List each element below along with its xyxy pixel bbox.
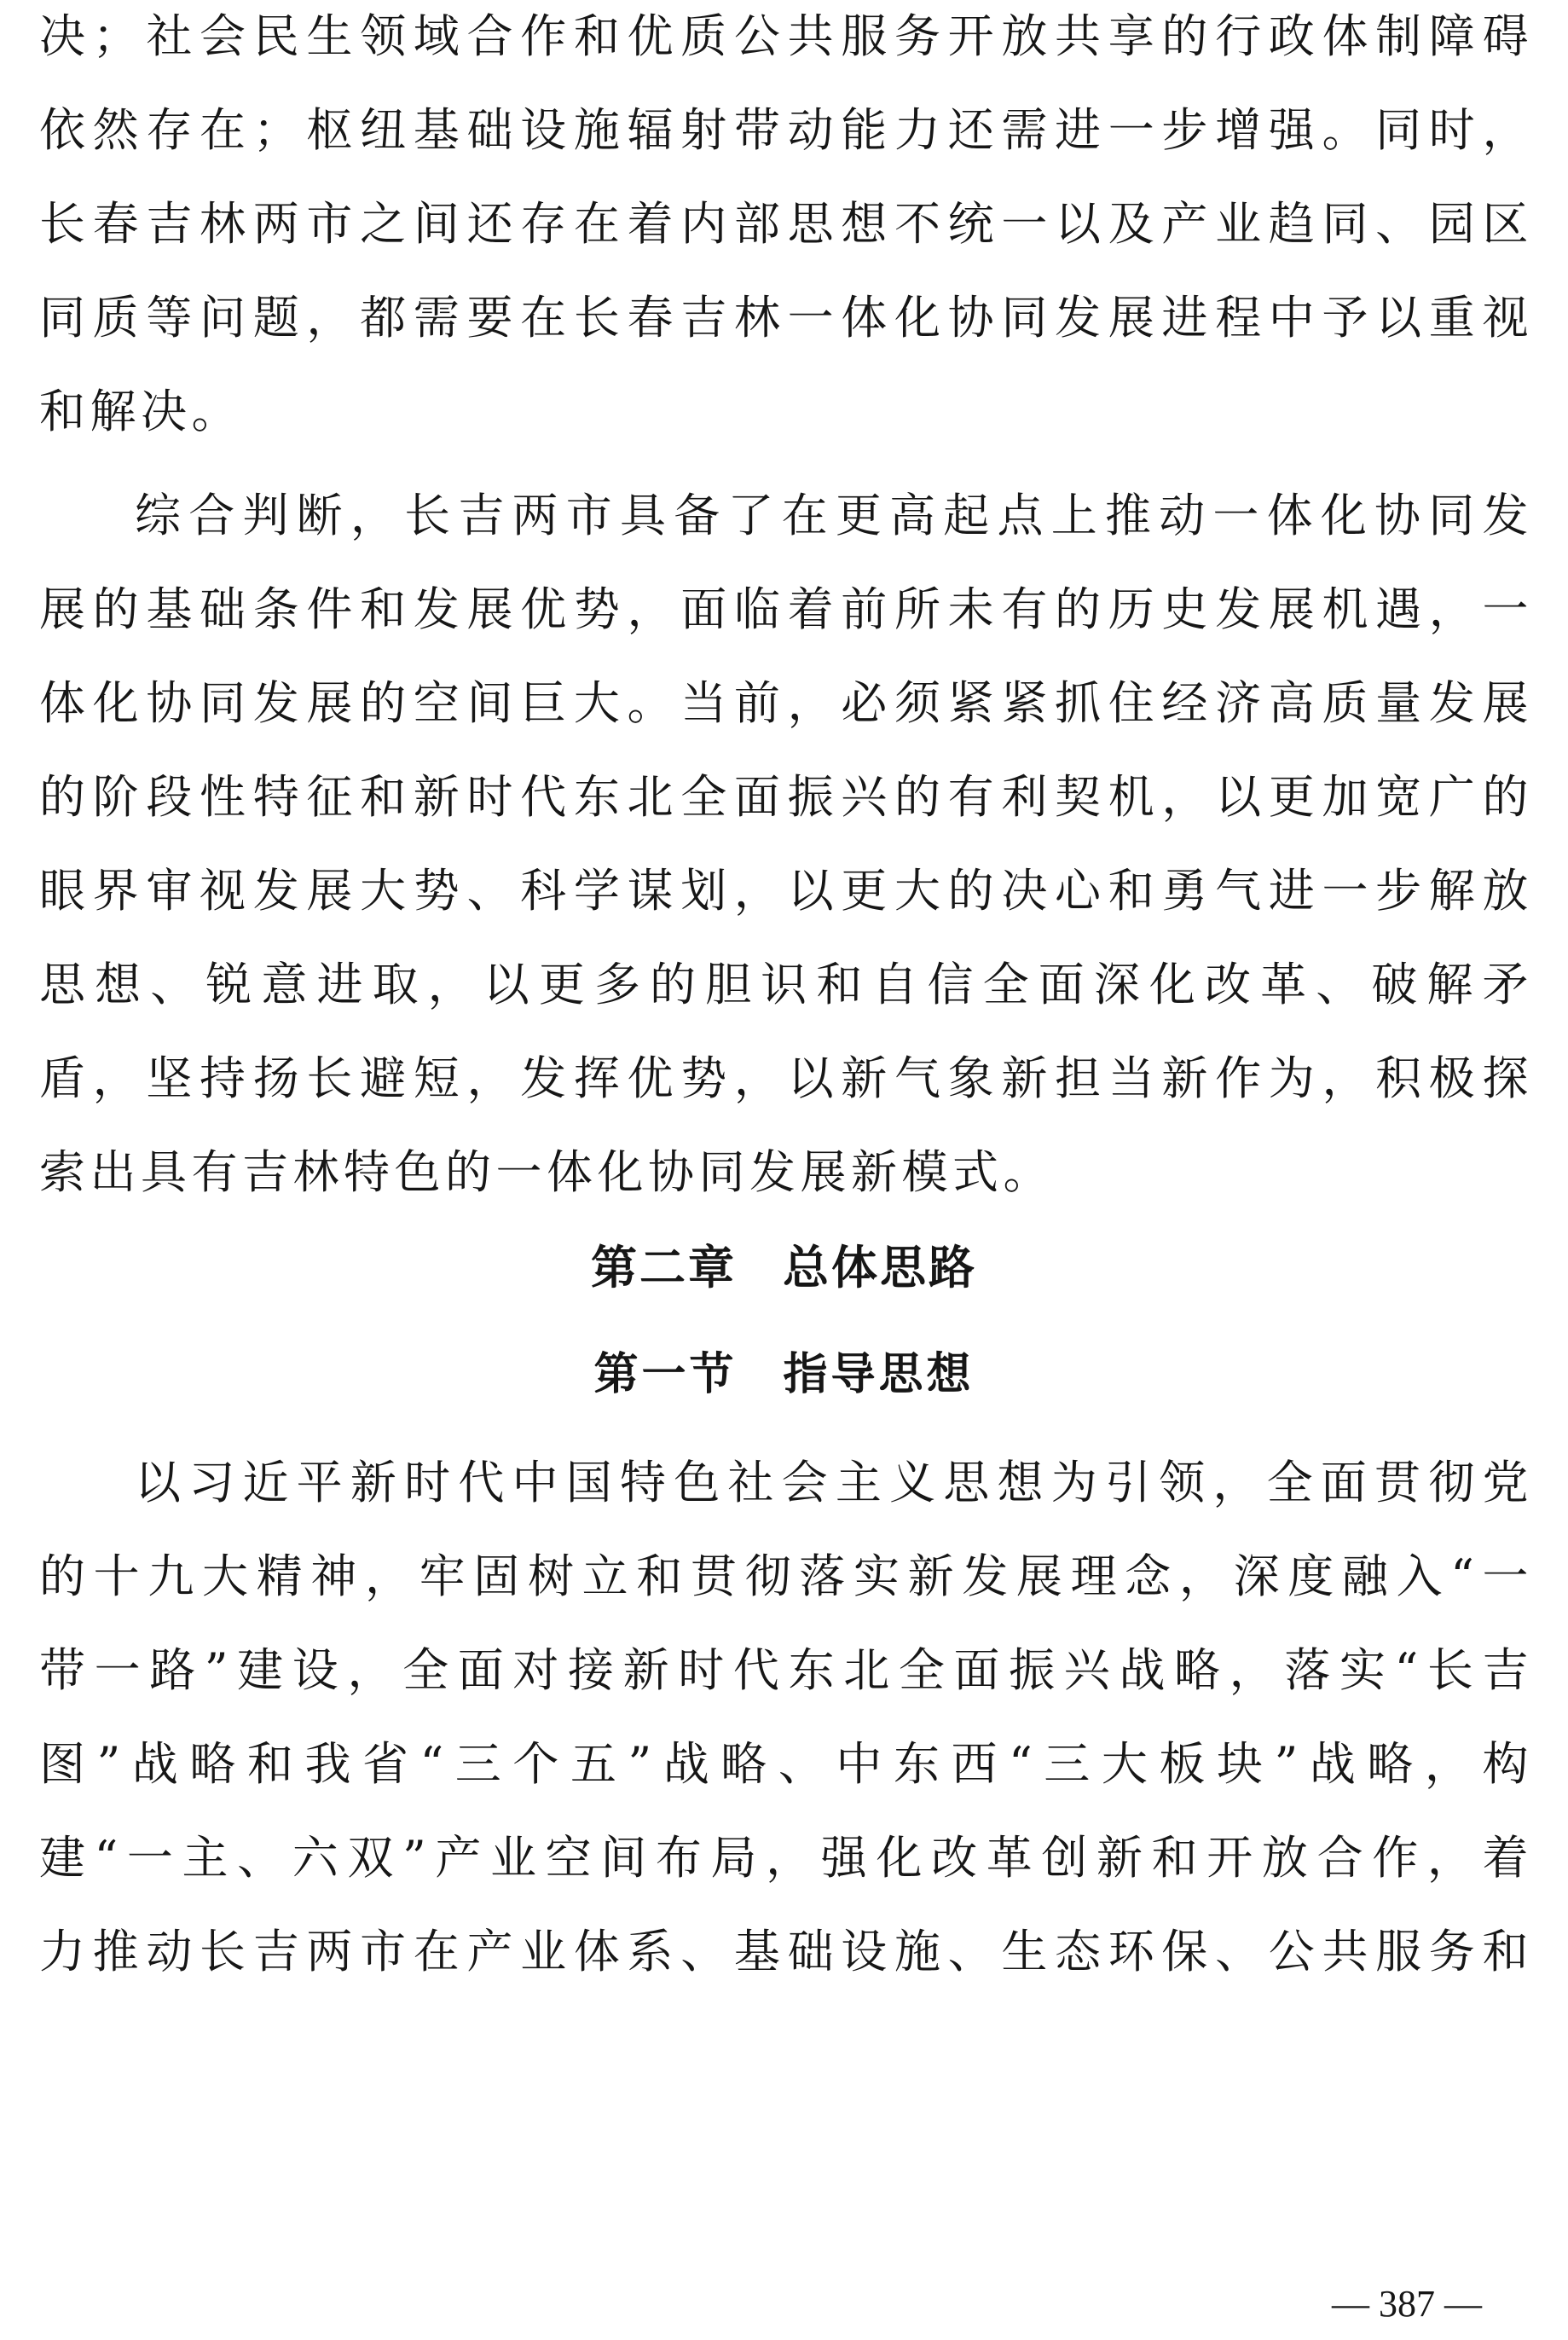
paragraph-2-line-7: 盾，坚持扬长避短，发挥优势，以新气象新担当新作为，积极探	[39, 1051, 1533, 1105]
paragraph-1-line-4: 同质等问题，都需要在长春吉林一体化协同发展进程中予以重视	[39, 291, 1533, 345]
paragraph-1-line-1: 决；社会民生领域合作和优质公共服务开放共享的行政体制障碍	[39, 9, 1533, 63]
paragraph-2-line-5: 眼界审视发展大势、科学谋划，以更大的决心和勇气进一步解放	[39, 864, 1533, 918]
paragraph-1-line-3: 长春吉林两市之间还存在着内部思想不统一以及产业趋同、园区	[39, 197, 1533, 251]
paragraph-1-line-5: 和解决。	[39, 385, 242, 438]
paragraph-3-line-5: 建“一主、六双”产业空间布局，强化改革创新和开放合作，着	[39, 1831, 1533, 1885]
paragraph-2-line-2: 展的基础条件和发展优势，面临着前所未有的历史发展机遇，一	[39, 582, 1533, 636]
paragraph-3-line-3: 带一路”建设，全面对接新时代东北全面振兴战略，落实“长吉	[39, 1643, 1533, 1697]
section-number: 第一节	[593, 1348, 738, 1400]
paragraph-1-line-2: 依然存在；枢纽基础设施辐射带动能力还需进一步增强。同时，	[39, 103, 1533, 157]
paragraph-2-line-6: 思想、锐意进取，以更多的胆识和自信全面深化改革、破解矛	[39, 958, 1533, 1011]
section-title: 指导思想	[783, 1348, 975, 1400]
paragraph-2-line-8: 索出具有吉林特色的一体化协同发展新模式。	[39, 1145, 1054, 1199]
paragraph-3-line-1: 以习近平新时代中国特色社会主义思想为引领，全面贯彻党	[135, 1456, 1533, 1509]
section-heading	[0, 1349, 1568, 1400]
paragraph-2-line-4: 的阶段性特征和新时代东北全面振兴的有利契机，以更加宽广的	[39, 770, 1533, 824]
chapter-number: 第二章	[591, 1241, 737, 1295]
paragraph-3-line-4: 图”战略和我省“三个五”战略、中东西“三大板块”战略，构	[39, 1737, 1533, 1791]
paragraph-2-line-1: 综合判断，长吉两市具备了在更高起点上推动一体化协同发	[135, 489, 1533, 542]
chapter-title: 总体思路	[783, 1241, 977, 1295]
paragraph-3-line-2: 的十九大精神，牢固树立和贯彻落实新发展理念，深度融入“一	[39, 1549, 1533, 1603]
page-number: — 387 —	[1332, 2283, 1482, 2325]
paragraph-3-line-6: 力推动长吉两市在产业体系、基础设施、生态环保、公共服务和	[39, 1925, 1533, 1978]
paragraph-2-line-3: 体化协同发展的空间巨大。当前，必须紧紧抓住经济高质量发展	[39, 676, 1533, 730]
chapter-heading	[0, 1242, 1568, 1295]
